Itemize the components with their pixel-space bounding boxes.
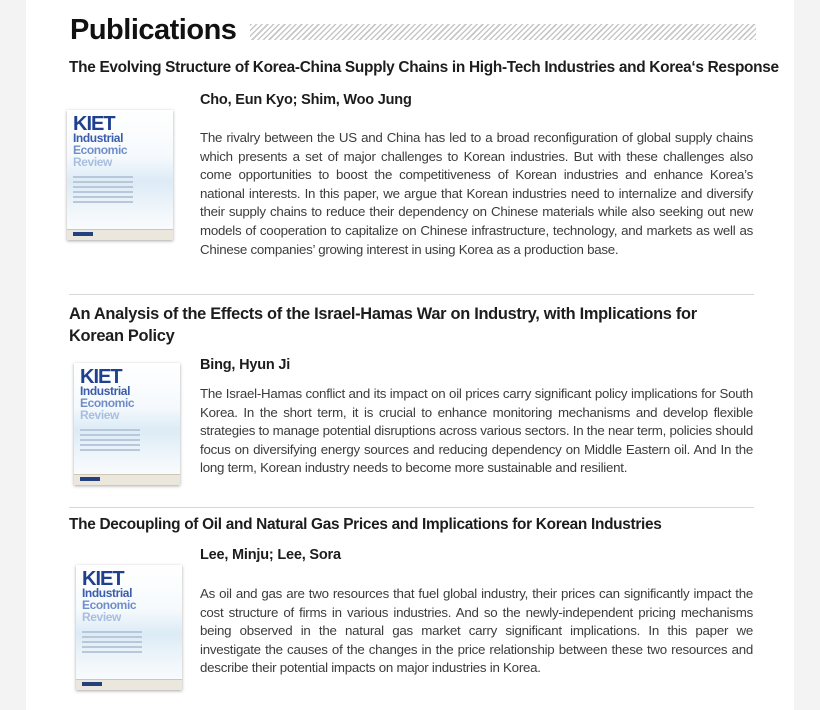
cover-footer-bar [67, 229, 173, 240]
cover-title-line: Review [73, 155, 112, 169]
publication-abstract: The rivalry between the US and China has led to a broad reconfiguration of global supply chains which presents a set of major challenges to Korean industries. But with these challenges also come opportunities to boost the competitiveness of Korean industries and enhance Korea’s national interests. In this paper, we argue that Korean industries need to internalize and diversify their supply chains to reduce their dependency on Chinese materials while also seeking out new models of cooperation to capitalize on Chinese infrastructure, technology, and markets as well as Chinese companies’ growing interest in using Korea as a production base. [200, 130, 753, 257]
publication-abstract: As oil and gas are two resources that fuel global industry, their prices can significantly impact the cost structure of firms in various industries. And so the newly-independent pricing mechanisms being observed in the natural gas market carry significant implications. In this paper we investigate the causes of the changes in the price relationship between these two resources and describe their potential impacts on major industries in Korea. [200, 586, 753, 676]
divider [69, 507, 754, 508]
publication-item [69, 515, 759, 710]
cover-text-lines [73, 176, 133, 206]
cover-title-line: Industrial [82, 586, 133, 600]
cover-title-line: Economic [73, 143, 128, 157]
publication-authors: Lee, Minju; Lee, Sora [200, 547, 341, 563]
section-header [70, 10, 756, 50]
journal-cover-image[interactable] [76, 565, 182, 690]
publication-abstract: The Israel-Hamas conflict and its impact on oil prices carry significant policy implications for South Korea. In the short term, it is crucial to enhance monitoring mechanisms and develop flexible strategies to manage potential disruptions across various sectors. In the near term, policies should focus on diversifying energy sources and reducing dependency on Middle Eastern oil. And In the long term, Korean industry needs to become more sustainable and resilient. [200, 386, 753, 476]
cover-title-line: Economic [80, 396, 135, 410]
cover-kiet-logo: KIET [82, 568, 124, 590]
publication-authors: Bing, Hyun Ji [200, 357, 291, 373]
cover-title-line: Review [82, 610, 121, 624]
publication-title-link[interactable]: The Evolving Structure of Korea-China Supply Chains in High-Tech Industries and Korea‘s Response [69, 59, 779, 76]
cover-text-lines [82, 631, 142, 656]
cover-kiet-logo: KIET [80, 366, 122, 388]
cover-footer-bar [76, 679, 182, 690]
header-hatch-decoration [250, 24, 756, 40]
journal-cover-image[interactable] [74, 363, 180, 485]
cover-text-lines [80, 429, 140, 454]
section-title: Publications [70, 13, 237, 46]
publication-title-link[interactable]: An Analysis of the Effects of the Israel-Hamas War on Industry, with Implications for Korean Policy [69, 305, 697, 345]
cover-kiet-logo: KIET [73, 113, 115, 135]
cover-title-line: Economic [82, 598, 137, 612]
publication-authors: Cho, Eun Kyo; Shim, Woo Jung [200, 92, 412, 108]
divider [69, 294, 754, 295]
publication-title-link[interactable]: The Decoupling of Oil and Natural Gas Prices and Implications for Korean Industries [69, 516, 662, 533]
publication-item [69, 303, 759, 503]
cover-title-line: Industrial [73, 131, 124, 145]
cover-footer-bar [74, 474, 180, 485]
cover-title-line: Industrial [80, 384, 131, 398]
publication-item [69, 58, 779, 288]
cover-title-line: Review [80, 408, 119, 422]
journal-cover-image[interactable] [67, 110, 173, 240]
